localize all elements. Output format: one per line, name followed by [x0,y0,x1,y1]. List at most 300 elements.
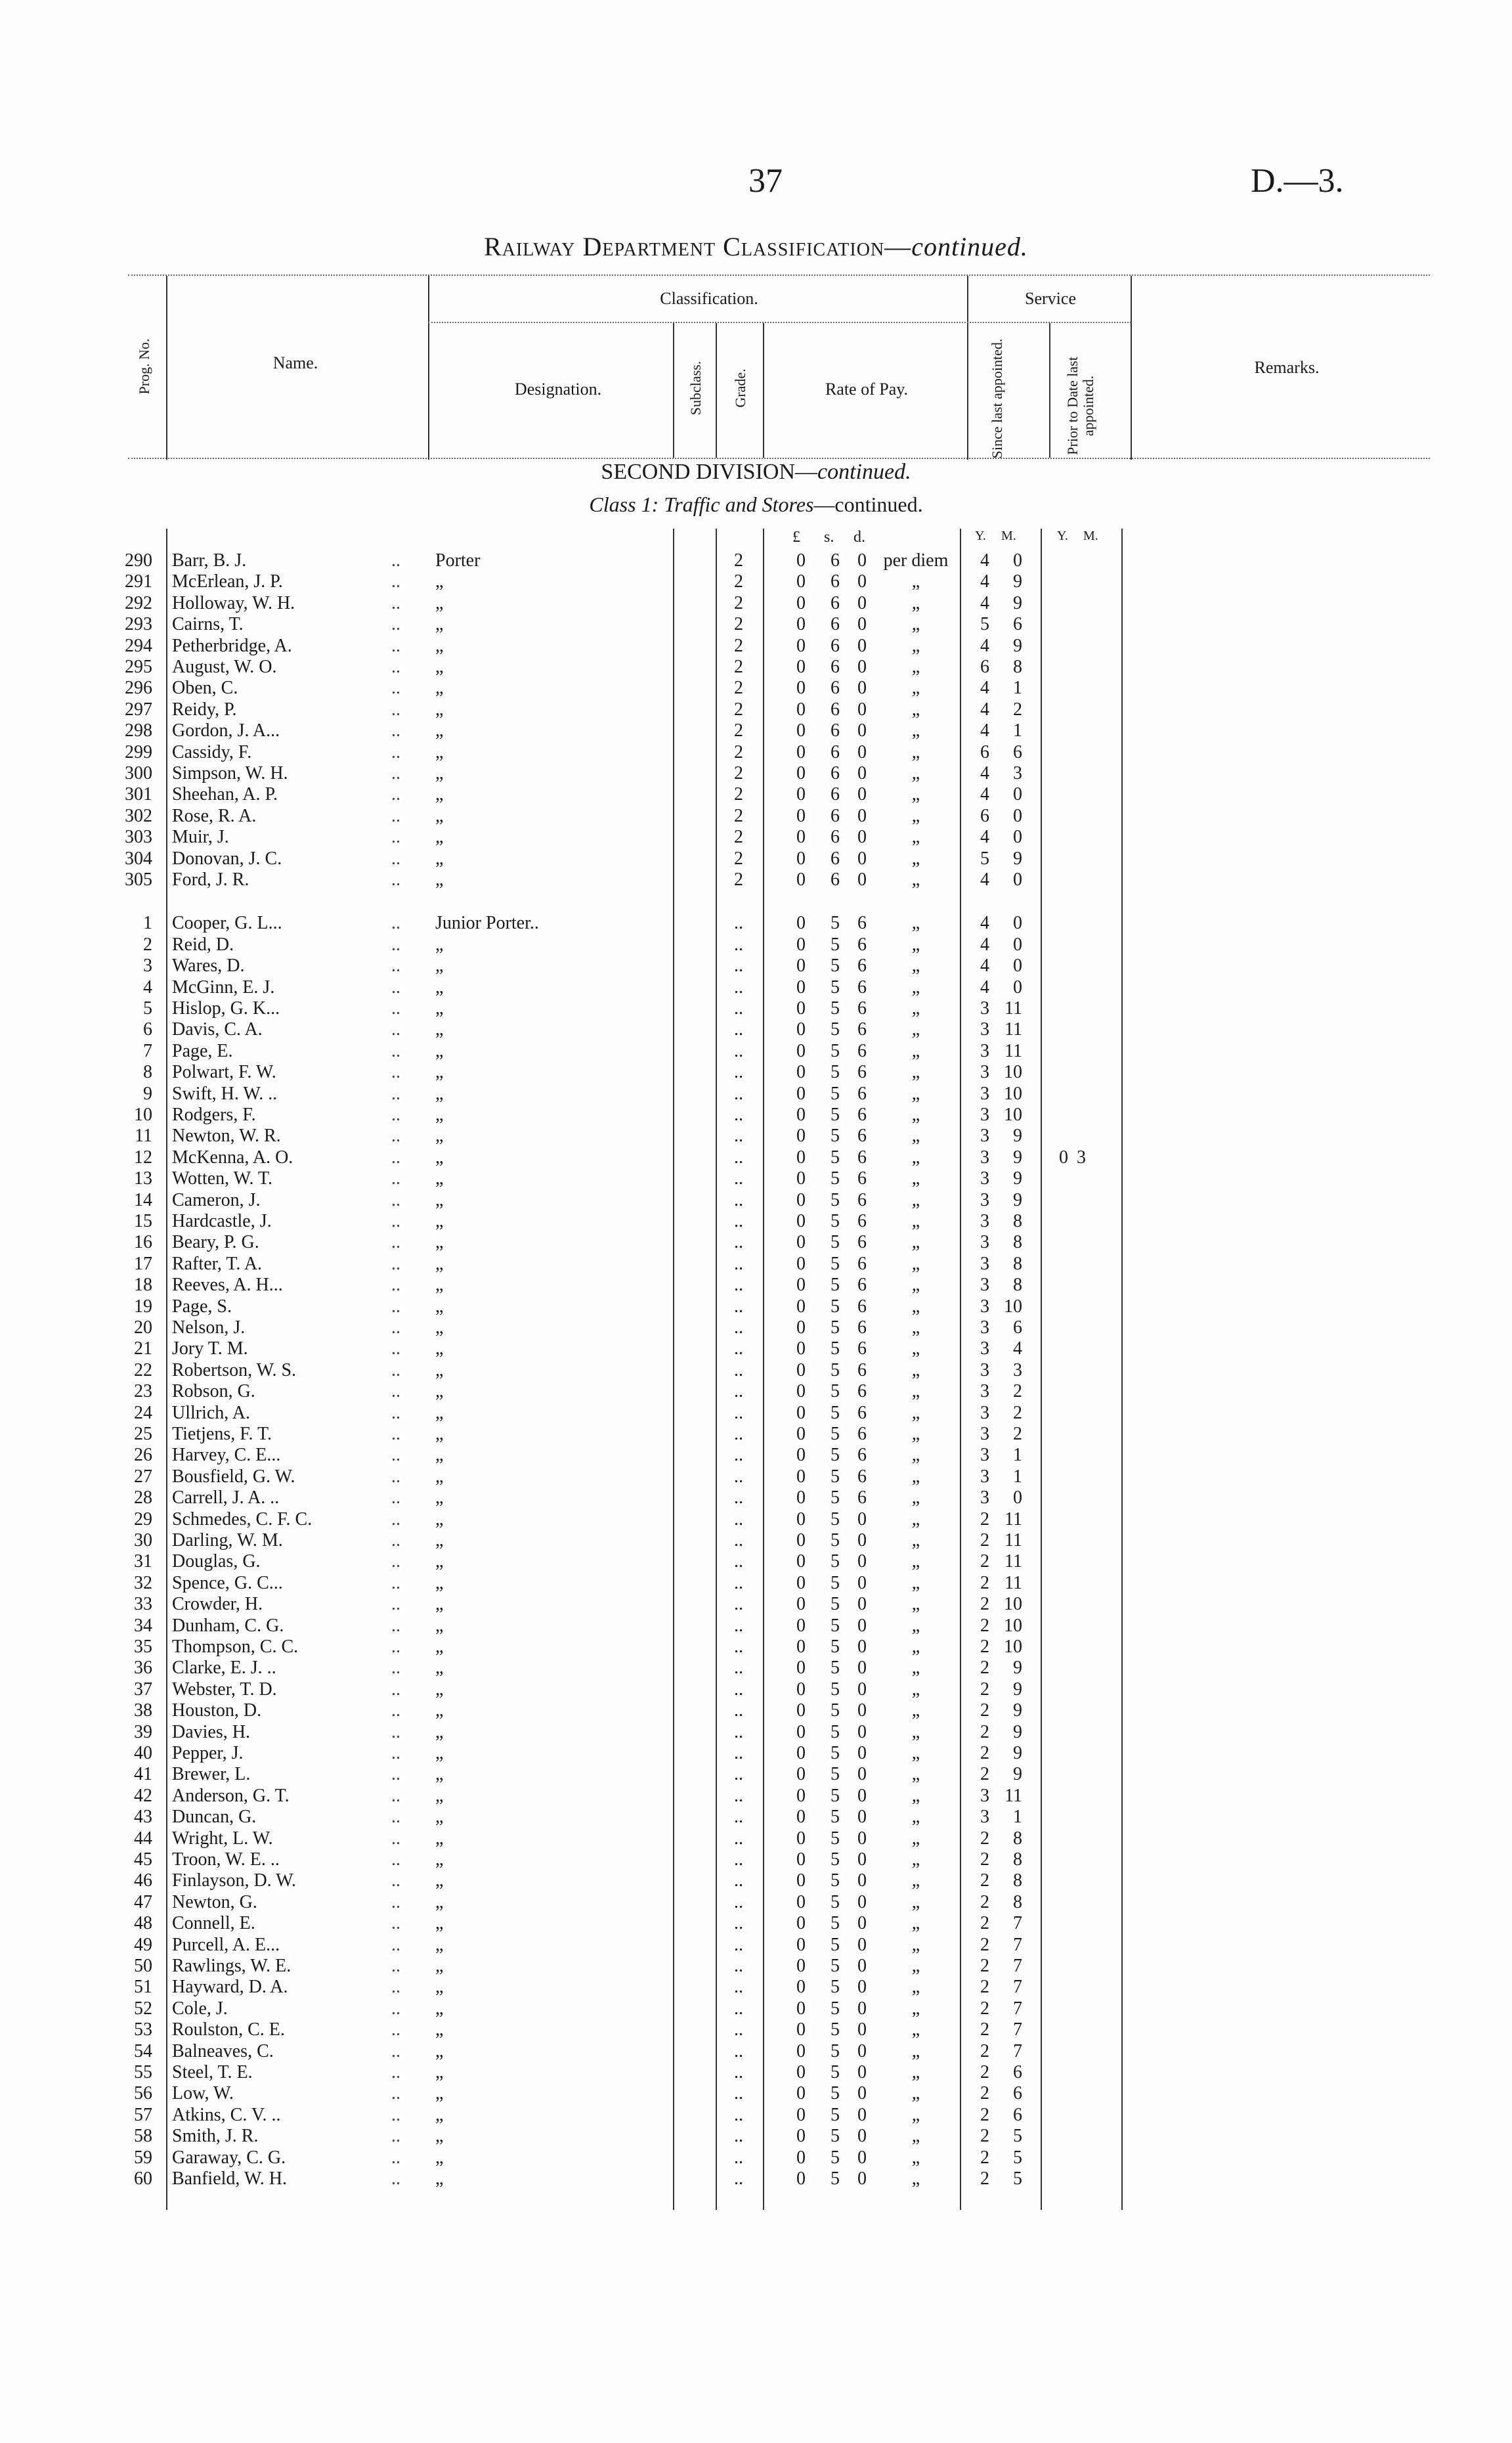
row-pay-period: „ [911,1338,920,1359]
row-pay-pence: 6 [857,1445,867,1466]
header-service: Service [1025,289,1076,308]
row-leader-dots: .. [391,998,400,1019]
row-grade: 2 [734,827,743,848]
table-row [0,2105,1512,2126]
row-grade: 2 [734,784,743,805]
row-pay-pence: 0 [857,571,867,592]
row-service-years: 3 [980,1381,989,1402]
row-pay-pence: 6 [857,1040,867,1061]
row-designation: Junior Porter.. [435,913,539,934]
row-grade: .. [734,1445,743,1466]
row-service-months: 0 [1013,805,1022,826]
row-pay-period: „ [911,1317,920,1338]
table-row [0,1679,1512,1700]
row-service-years: 6 [980,741,989,762]
row-grade: .. [734,1700,743,1721]
row-grade: .. [734,1040,743,1061]
row-designation: „ [435,1934,444,1955]
row-pay-period: „ [911,1147,920,1168]
row-designation: „ [435,805,444,826]
unit-pound: £ [792,529,800,546]
row-number: 47 [134,1891,152,1912]
row-service-months: 8 [1013,1849,1022,1870]
row-pay-shillings: 5 [831,1721,840,1742]
row-pay-pence: 6 [857,1232,867,1253]
row-designation: „ [435,1956,444,1977]
row-pay-period: „ [911,1275,920,1296]
row-number: 48 [134,1913,152,1934]
table-row [0,1232,1512,1253]
row-leader-dots: .. [391,1508,400,1530]
row-service-months: 5 [1013,2126,1022,2147]
row-pay-pence: 0 [857,1764,867,1785]
row-grade: .. [734,1551,743,1572]
row-designation: „ [435,848,444,869]
row-leader-dots: .. [391,2040,400,2061]
row-service-months: 6 [1013,2104,1022,2125]
row-pay-shillings: 5 [831,1764,840,1785]
row-number: 9 [143,1083,152,1104]
row-grade: .. [734,1189,743,1210]
row-pay-pounds: 0 [796,784,806,805]
row-service-months: 3 [1013,1359,1022,1380]
table-row [0,1935,1512,1956]
row-service-months: 8 [1013,1275,1022,1296]
row-pay-pence: 0 [857,550,867,571]
row-name: Rawlings, W. E. [172,1956,292,1977]
row-grade: 2 [734,635,743,656]
row-service-months: 0 [1013,913,1022,934]
row-number: 299 [125,741,152,762]
row-pay-shillings: 5 [831,1019,840,1040]
row-pay-pence: 0 [857,1508,867,1530]
header-remarks: Remarks. [1254,358,1320,377]
table-row [0,1658,1512,1679]
row-leader-dots: .. [391,592,400,613]
row-pay-period: „ [911,1998,920,2019]
row-service-years: 3 [980,1019,989,1040]
row-designation: „ [435,1891,444,1912]
row-name: Petherbridge, A. [172,635,292,656]
row-name: Spence, G. C... [172,1572,283,1593]
row-pay-pence: 0 [857,2040,867,2061]
row-service-months: 7 [1013,1913,1022,1934]
row-pay-pence: 6 [857,1168,867,1189]
row-pay-pounds: 0 [796,1083,806,1104]
row-designation: „ [435,1019,444,1040]
row-service-years: 3 [980,1126,989,1147]
row-pay-pence: 0 [857,678,867,699]
row-designation: „ [435,2126,444,2147]
row-service-years: 5 [980,614,989,635]
row-grade: .. [734,1572,743,1593]
row-number: 32 [134,1572,152,1593]
row-pay-period: „ [911,827,920,848]
row-service-months: 9 [1013,1189,1022,1210]
table-row [0,742,1512,763]
row-designation: „ [435,998,444,1019]
row-pay-pounds: 0 [796,1551,806,1572]
row-pay-period: „ [911,956,920,977]
row-pay-period: „ [911,1062,920,1083]
row-designation: „ [435,1551,444,1572]
row-service-years: 2 [980,1679,989,1700]
row-designation: „ [435,1679,444,1700]
row-number: 7 [143,1040,152,1061]
row-pay-pence: 6 [857,1211,867,1232]
row-pay-period: „ [911,1721,920,1742]
table-row [0,1764,1512,1785]
class-heading [0,493,1512,517]
row-pay-pounds: 0 [796,2019,806,2040]
row-service-months: 4 [1013,1338,1022,1359]
row-number: 60 [134,2168,152,2190]
row-name: Houston, D. [172,1700,262,1721]
row-pay-pence: 0 [857,1977,867,1998]
row-pay-pounds: 0 [796,1168,806,1189]
row-pay-shillings: 5 [831,1424,840,1445]
row-pay-pence: 6 [857,1296,867,1317]
row-number: 33 [134,1594,152,1615]
row-name: Page, E. [172,1040,233,1061]
row-pay-period: „ [911,1296,920,1317]
row-designation: „ [435,1700,444,1721]
row-designation: „ [435,869,444,890]
row-pay-pounds: 0 [796,1828,806,1849]
row-leader-dots: .. [391,869,400,890]
row-service-years: 2 [980,1637,989,1658]
table-row [0,1041,1512,1062]
table-row [0,1956,1512,1977]
row-leader-dots: .. [391,805,400,826]
row-service-years: 2 [980,1551,989,1572]
row-pay-shillings: 6 [831,550,840,571]
row-pay-pence: 0 [857,1530,867,1551]
row-name: Reeves, A. H... [172,1275,283,1296]
row-grade: .. [734,1338,743,1359]
row-pay-period: „ [911,678,920,699]
row-pay-shillings: 6 [831,784,840,805]
row-pay-shillings: 5 [831,1466,840,1487]
row-service-years: 4 [980,550,989,571]
row-grade: .. [734,1956,743,1977]
row-pay-pence: 6 [857,1147,867,1168]
row-name: Rose, R. A. [172,805,257,826]
row-grade: .. [734,1977,743,1998]
row-name: Atkins, C. V. .. [172,2104,281,2125]
row-leader-dots: .. [391,657,400,677]
row-service-months: 0 [1013,977,1022,998]
row-name: Sheehan, A. P. [172,784,278,805]
row-pay-pounds: 0 [796,1743,806,1764]
row-pay-pence: 6 [857,977,867,998]
row-pay-shillings: 5 [831,1615,840,1636]
row-service-years: 2 [980,1594,989,1615]
row-leader-dots: .. [391,1721,400,1742]
row-service-years: 3 [980,1275,989,1296]
row-pay-shillings: 5 [831,1487,840,1508]
row-leader-dots: .. [391,1891,400,1912]
title-continued: continued. [911,232,1028,261]
row-service-months: 9 [1013,1764,1022,1785]
row-leader-dots: .. [391,956,400,977]
row-leader-dots: .. [391,1296,400,1317]
row-pay-period: „ [911,1487,920,1508]
row-pay-pence: 0 [857,848,867,869]
row-service-months: 9 [1013,592,1022,613]
row-pay-pence: 0 [857,1637,867,1658]
row-name: Cooper, G. L... [172,913,282,934]
row-leader-dots: .. [391,2126,400,2147]
row-name: Wares, D. [172,956,245,977]
row-service-years: 3 [980,1105,989,1126]
row-name: Reid, D. [172,934,234,955]
table-row [0,1594,1512,1615]
row-leader-dots: .. [391,1317,400,1338]
row-service-months: 6 [1013,741,1022,762]
row-designation: „ [435,1572,444,1593]
row-designation: „ [435,1721,444,1742]
row-pay-shillings: 5 [831,1849,840,1870]
row-pay-pence: 0 [857,2019,867,2040]
row-pay-pounds: 0 [796,1530,806,1551]
table-row [0,699,1512,720]
row-service-years: 2 [980,2126,989,2147]
row-service-years: 4 [980,934,989,955]
row-service-months: 11 [1004,1040,1022,1061]
row-pay-pence: 6 [857,998,867,1019]
table-row [0,956,1512,977]
header-col-divider-rate [763,323,764,458]
row-leader-dots: .. [391,571,400,592]
row-number: 29 [134,1508,152,1530]
row-grade: .. [734,1785,743,1806]
row-pay-pounds: 0 [796,1487,806,1508]
row-grade: 2 [734,657,743,677]
header-col-divider-name [166,276,167,460]
row-grade: 2 [734,614,743,635]
row-service-months: 2 [1013,1424,1022,1445]
row-grade: .. [734,1807,743,1828]
row-pay-period: „ [911,1530,920,1551]
row-pay-pence: 0 [857,1721,867,1742]
row-number: 10 [134,1105,152,1126]
row-designation: „ [435,1126,444,1147]
row-pay-shillings: 5 [831,1998,840,2019]
table-row [0,1190,1512,1211]
header-col-divider-prior [1049,323,1050,458]
page-title [0,231,1512,262]
row-pay-pence: 6 [857,1424,867,1445]
row-service-months: 9 [1013,1700,1022,1721]
row-service-months: 7 [1013,1956,1022,1977]
row-pay-pounds: 0 [796,1189,806,1210]
row-pay-pounds: 0 [796,657,806,677]
row-leader-dots: .. [391,2147,400,2168]
row-pay-shillings: 5 [831,1530,840,1551]
row-leader-dots: .. [391,720,400,741]
row-designation: „ [435,1870,444,1891]
row-pay-shillings: 5 [831,1147,840,1168]
row-number: 15 [134,1211,152,1232]
table-row [0,1254,1512,1275]
row-designation: „ [435,1977,444,1998]
row-pay-shillings: 5 [831,1785,840,1806]
row-pay-period: „ [911,977,920,998]
row-service-months: 3 [1013,763,1022,783]
row-pay-pounds: 0 [796,827,806,848]
row-pay-period: „ [911,1126,920,1147]
row-pay-pence: 0 [857,805,867,826]
row-number: 52 [134,1998,152,2019]
row-service-years: 3 [980,1466,989,1487]
row-number: 296 [125,678,152,699]
row-service-years: 3 [980,1359,989,1380]
row-pay-period: „ [911,1637,920,1658]
row-service-months: 9 [1013,1658,1022,1679]
table-row [0,1637,1512,1658]
row-number: 55 [134,2062,152,2083]
table-row [0,1084,1512,1105]
row-name: Polwart, F. W. [172,1062,276,1083]
row-name: Reidy, P. [172,699,237,720]
row-grade: 2 [734,763,743,783]
row-designation: „ [435,1764,444,1785]
row-service-years: 2 [980,1998,989,2019]
row-pay-shillings: 5 [831,1508,840,1530]
table-row [0,869,1512,891]
header-rate-of-pay: Rate of Pay. [825,380,909,399]
row-designation: „ [435,934,444,955]
row-pay-period: „ [911,1381,920,1402]
row-service-months: 0 [1013,1487,1022,1508]
row-pay-shillings: 5 [831,2019,840,2040]
row-name: Wotten, W. T. [172,1168,273,1189]
row-pay-pounds: 0 [796,1849,806,1870]
row-pay-period: „ [911,657,920,677]
row-name: Cassidy, F. [172,741,252,762]
row-pay-shillings: 5 [831,1934,840,1955]
row-designation: „ [435,977,444,998]
row-pay-shillings: 6 [831,614,840,635]
row-pay-pence: 6 [857,1083,867,1104]
row-service-years: 3 [980,1189,989,1210]
row-pay-pounds: 0 [796,934,806,955]
row-pay-period: „ [911,1828,920,1849]
row-service-years: 3 [980,1424,989,1445]
row-service-months: 11 [1004,1572,1022,1593]
row-name: McErlean, J. P. [172,571,283,592]
row-pay-shillings: 5 [831,1402,840,1423]
row-number: 292 [125,592,152,613]
row-leader-dots: .. [391,1743,400,1764]
row-pay-pounds: 0 [796,1891,806,1912]
header-designation: Designation. [514,380,602,399]
row-name: Tietjens, F. T. [172,1424,272,1445]
row-service-months: 8 [1013,1828,1022,1849]
row-pay-pounds: 0 [796,1998,806,2019]
row-pay-shillings: 5 [831,1275,840,1296]
row-pay-period: „ [911,1466,920,1487]
row-pay-pounds: 0 [796,1658,806,1679]
row-service-months: 11 [1004,1508,1022,1530]
row-pay-period: „ [911,913,920,934]
row-number: 56 [134,2083,152,2104]
row-pay-pence: 6 [857,956,867,977]
row-number: 38 [134,1700,152,1721]
row-designation: „ [435,1040,444,1061]
row-service-months: 2 [1013,1381,1022,1402]
table-row [0,2019,1512,2040]
row-service-years: 4 [980,977,989,998]
row-pay-shillings: 5 [831,1211,840,1232]
row-pay-period: „ [911,1913,920,1934]
row-designation: „ [435,678,444,699]
row-name: Carrell, J. A. .. [172,1487,280,1508]
row-pay-period: „ [911,1105,920,1126]
row-pay-pounds: 0 [796,1807,806,1828]
row-pay-period: „ [911,1083,920,1104]
row-designation: „ [435,1913,444,1934]
row-service-years: 3 [980,1083,989,1104]
row-grade: 2 [734,869,743,890]
row-designation: „ [435,1189,444,1210]
row-pay-period: „ [911,998,920,1019]
table-row [0,1807,1512,1828]
row-leader-dots: .. [391,1637,400,1658]
row-grade: .. [734,1508,743,1530]
row-grade: .. [734,2147,743,2168]
row-pay-pounds: 0 [796,1466,806,1487]
row-pay-shillings: 5 [831,1062,840,1083]
row-service-months: 8 [1013,657,1022,677]
row-pay-pounds: 0 [796,1402,806,1423]
row-grade: .. [734,1466,743,1487]
table-row [0,1466,1512,1487]
row-designation: „ [435,1785,444,1806]
row-pay-pounds: 0 [796,592,806,613]
row-pay-shillings: 5 [831,1658,840,1679]
row-designation: „ [435,1105,444,1126]
row-service-months: 0 [1013,550,1022,571]
table-row [0,1317,1512,1338]
row-pay-pence: 0 [857,1594,867,1615]
row-grade: .. [734,1743,743,1764]
row-name: Gordon, J. A... [172,720,280,741]
row-pay-period: „ [911,805,920,826]
row-name: Banfield, W. H. [172,2168,287,2190]
row-service-months: 8 [1013,1891,1022,1912]
row-leader-dots: .. [391,1062,400,1083]
row-pay-pounds: 0 [796,1637,806,1658]
row-name: McGinn, E. J. [172,977,275,998]
row-pay-pounds: 0 [796,956,806,977]
row-grade: .. [734,1211,743,1232]
row-pay-period: „ [911,1849,920,1870]
row-leader-dots: .. [391,1487,400,1508]
row-pay-period: per diem [883,550,949,571]
row-name: Davies, H. [172,1721,250,1742]
row-service-years: 2 [980,1934,989,1955]
row-name: Nelson, J. [172,1317,246,1338]
row-service-years: 2 [980,2062,989,2083]
row-pay-pounds: 0 [796,741,806,762]
row-number: 25 [134,1424,152,1445]
row-pay-pence: 0 [857,614,867,635]
unit-prior-years: Y. [1057,529,1068,543]
row-service-months: 1 [1013,1445,1022,1466]
row-service-years: 3 [980,1040,989,1061]
